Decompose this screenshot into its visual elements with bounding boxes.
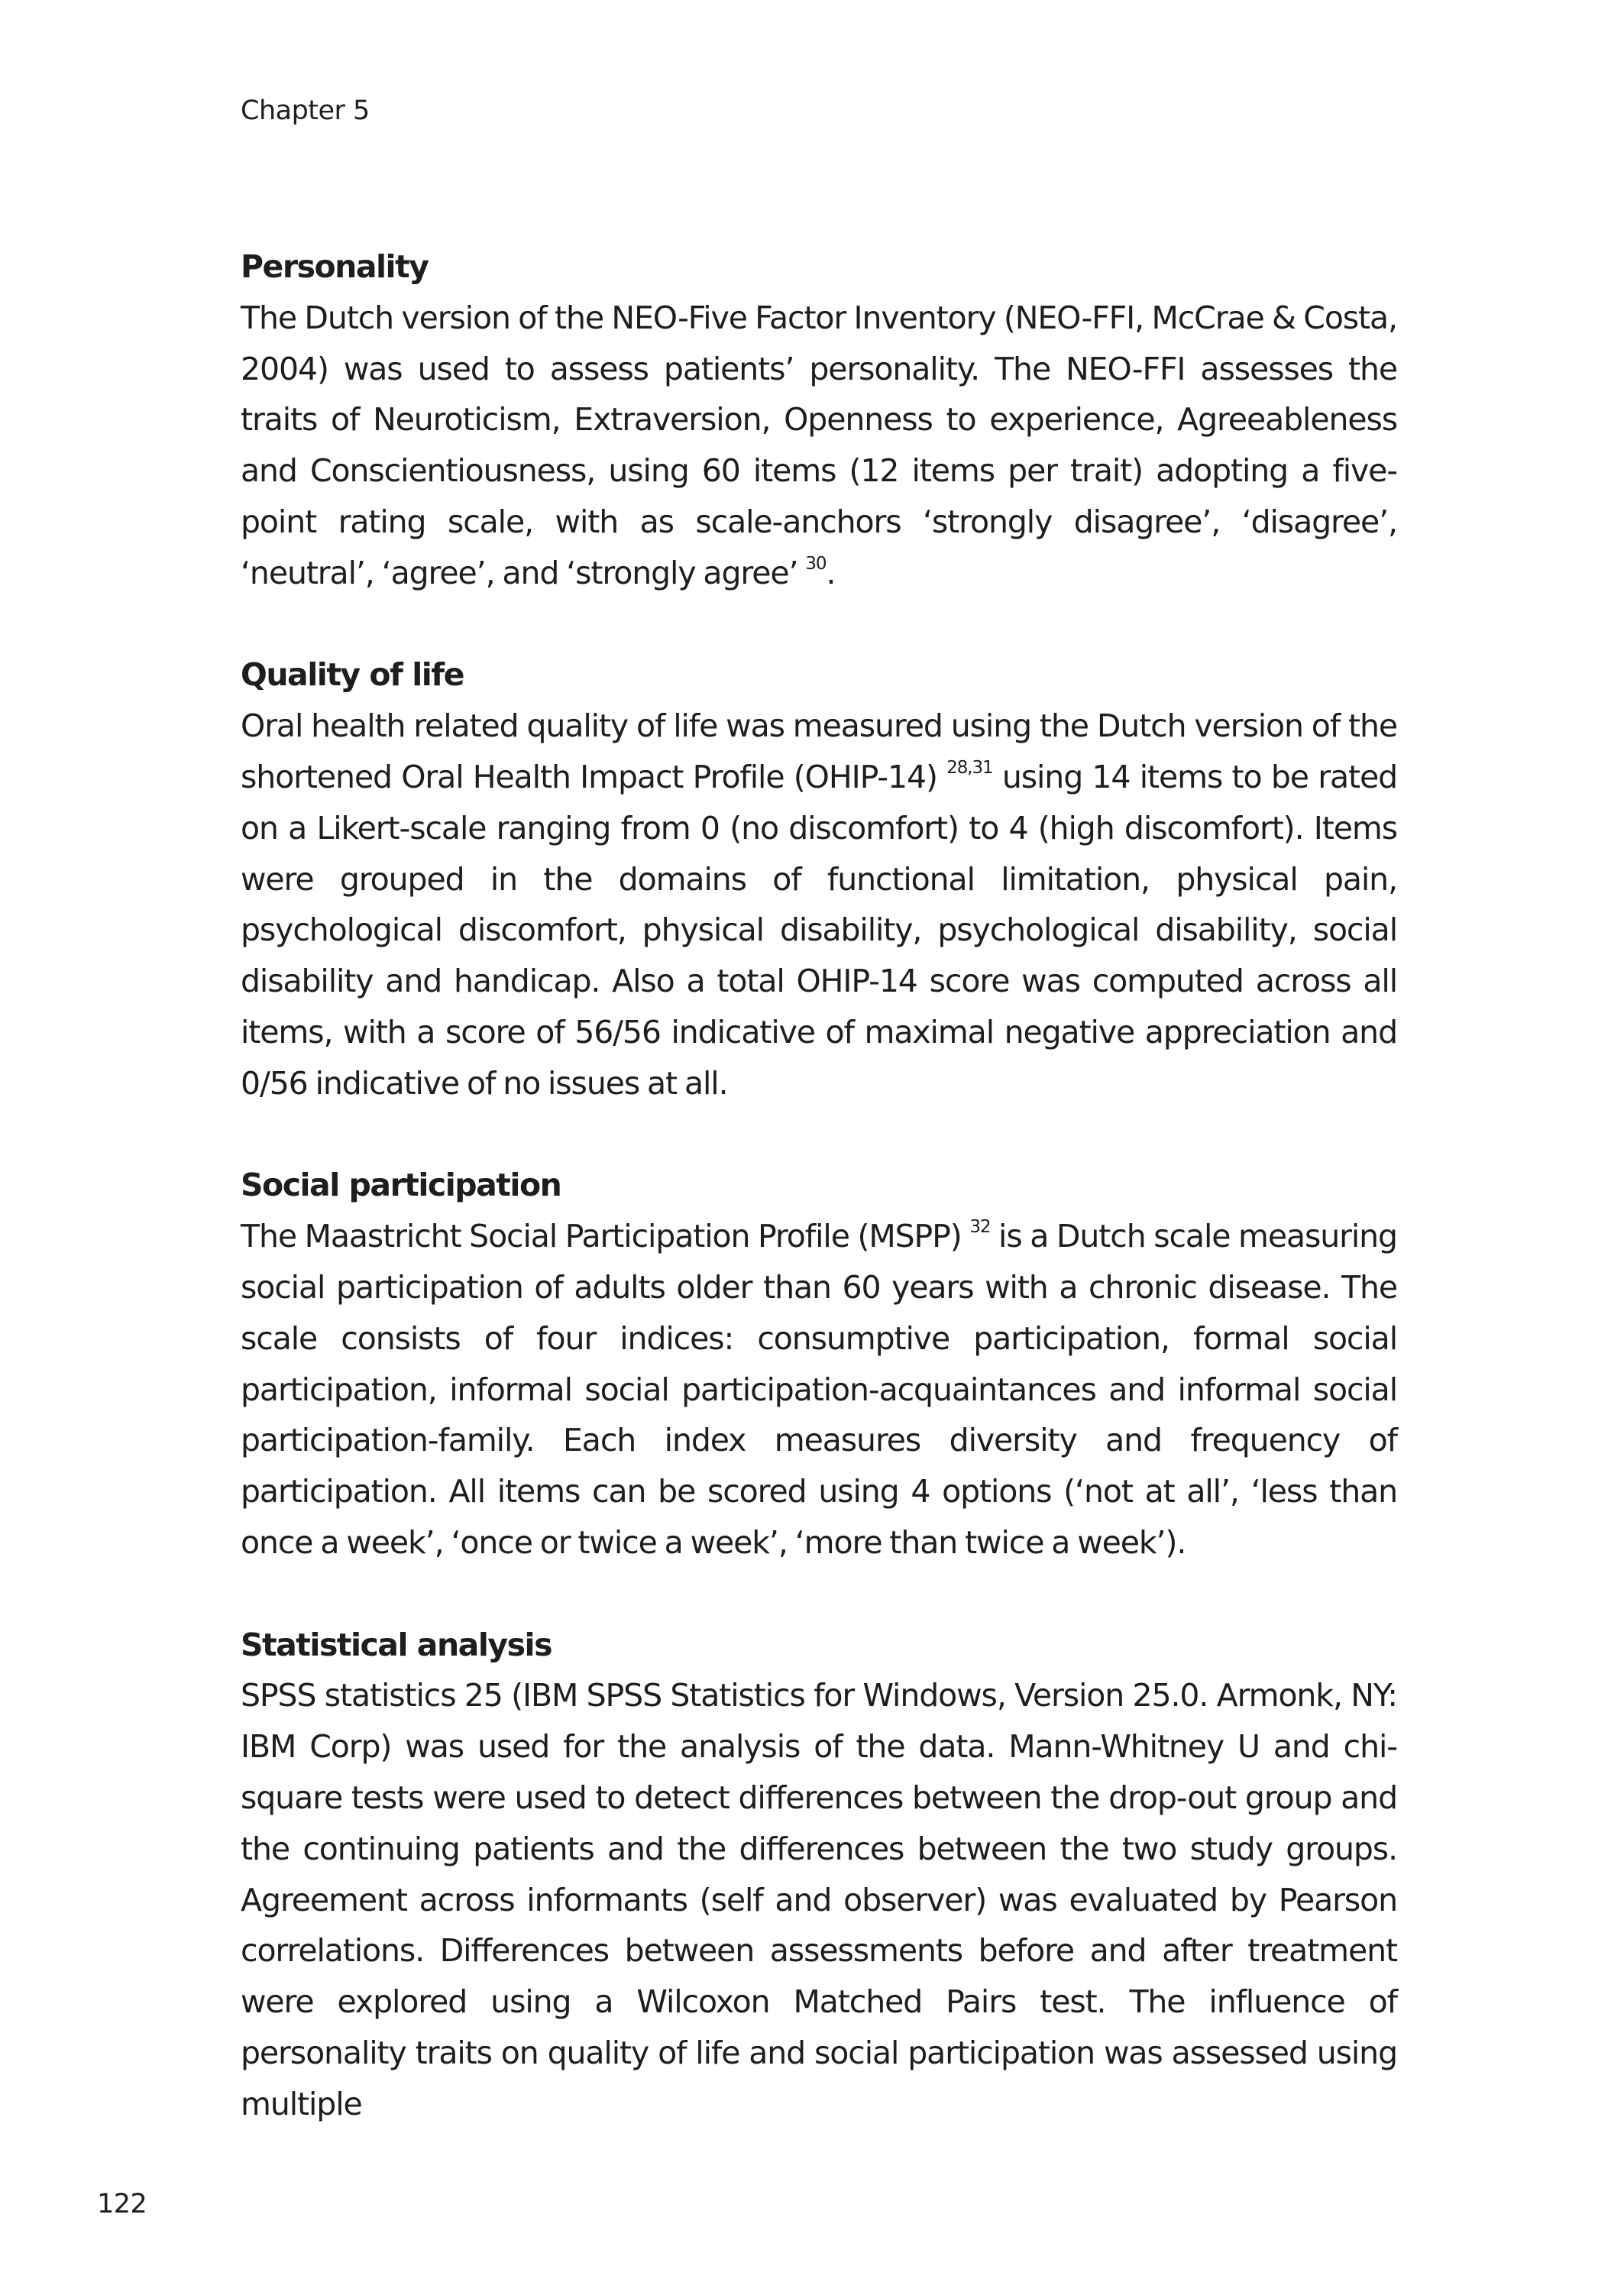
citation-superscript: 28,31 <box>946 758 993 779</box>
section-statistical-analysis <box>241 1620 1397 2130</box>
running-head: Chapter 5 <box>241 96 370 126</box>
text-run: The Dutch version of the NEO-Five Factor Inventory (NEO-FFI, McCrae & Costa, 2004) was used to assess patients’ personality. The NEO-FFI assesses the traits of Neuroticism, Extraversion, Openness to experience, Agreeableness and Conscientiousness, using 60 items (12 items per trait) adopting a five-point rating scale, with as scale-anchors ‘strongly disagree’, ‘disagree’, ‘neutral’, ‘agree’, and ‘strongly agree’ <box>241 299 1397 591</box>
section-personality <box>241 241 1397 599</box>
section-paragraph <box>241 1211 1397 1568</box>
citation-superscript: 32 <box>969 1217 991 1238</box>
section-social-participation <box>241 1160 1397 1568</box>
section-quality-of-life <box>241 649 1397 1109</box>
section-heading: Statistical analysis <box>241 1626 552 1663</box>
section-paragraph <box>241 293 1397 599</box>
text-run: . <box>826 554 836 591</box>
section-heading: Quality of life <box>241 656 464 694</box>
section-paragraph <box>241 1670 1397 2129</box>
page-number: 122 <box>97 2189 147 2219</box>
text-run: using 14 items to be rated on a Likert-scale ranging from 0 (no discomfort) to 4 (high discomfort). Items were grouped in the domains of functional limitation, physical pain, psychological discomfort, physical disability, psychological disability, social disability and handicap. Also a total OHIP-14 score was computed across all items, with a score of 56/56 indicative of maximal negative appreciation and 0/56 indicative of no issues at all. <box>241 758 1397 1102</box>
section-heading: Social participation <box>241 1167 561 1204</box>
text-run: SPSS statistics 25 (IBM SPSS Statistics for Windows, Version 25.0. Armonk, NY: IBM Corp) was used for the analysis of the data. Mann-Whitney U and chi-square tests were used to detect differences between the drop-out group and the continuing patients and the differences between the two study groups. Agreement across informants (self and observer) was evaluated by Pearson correlations. Differences between assessments before and after treatment were explored using a Wilcoxon Matched Pairs test. The influence of personality traits on quality of life and social participation was assessed using multiple <box>241 1677 1397 2122</box>
section-heading: Personality <box>241 248 429 285</box>
section-paragraph <box>241 701 1397 1109</box>
body-content <box>241 241 1397 2180</box>
text-run: Oral health related quality of life was measured using the Dutch version of the shortened Oral Health Impact Profile (OHIP-14) <box>241 707 1397 795</box>
text-run: The Maastricht Social Participation Profile (MSPP) <box>241 1218 970 1255</box>
text-run: is a Dutch scale measuring social participation of adults older than 60 years with a chronic disease. The scale consists of four indices: consumptive participation, formal social participation, informal social participation-acquaintances and informal social participation-family. Each index measures diversity and frequency of participation. All items can be scored using 4 options (‘not at all’, ‘less than once a week’, ‘once or twice a week’, ‘more than twice a week’). <box>241 1218 1397 1561</box>
citation-superscript: 30 <box>805 554 827 575</box>
